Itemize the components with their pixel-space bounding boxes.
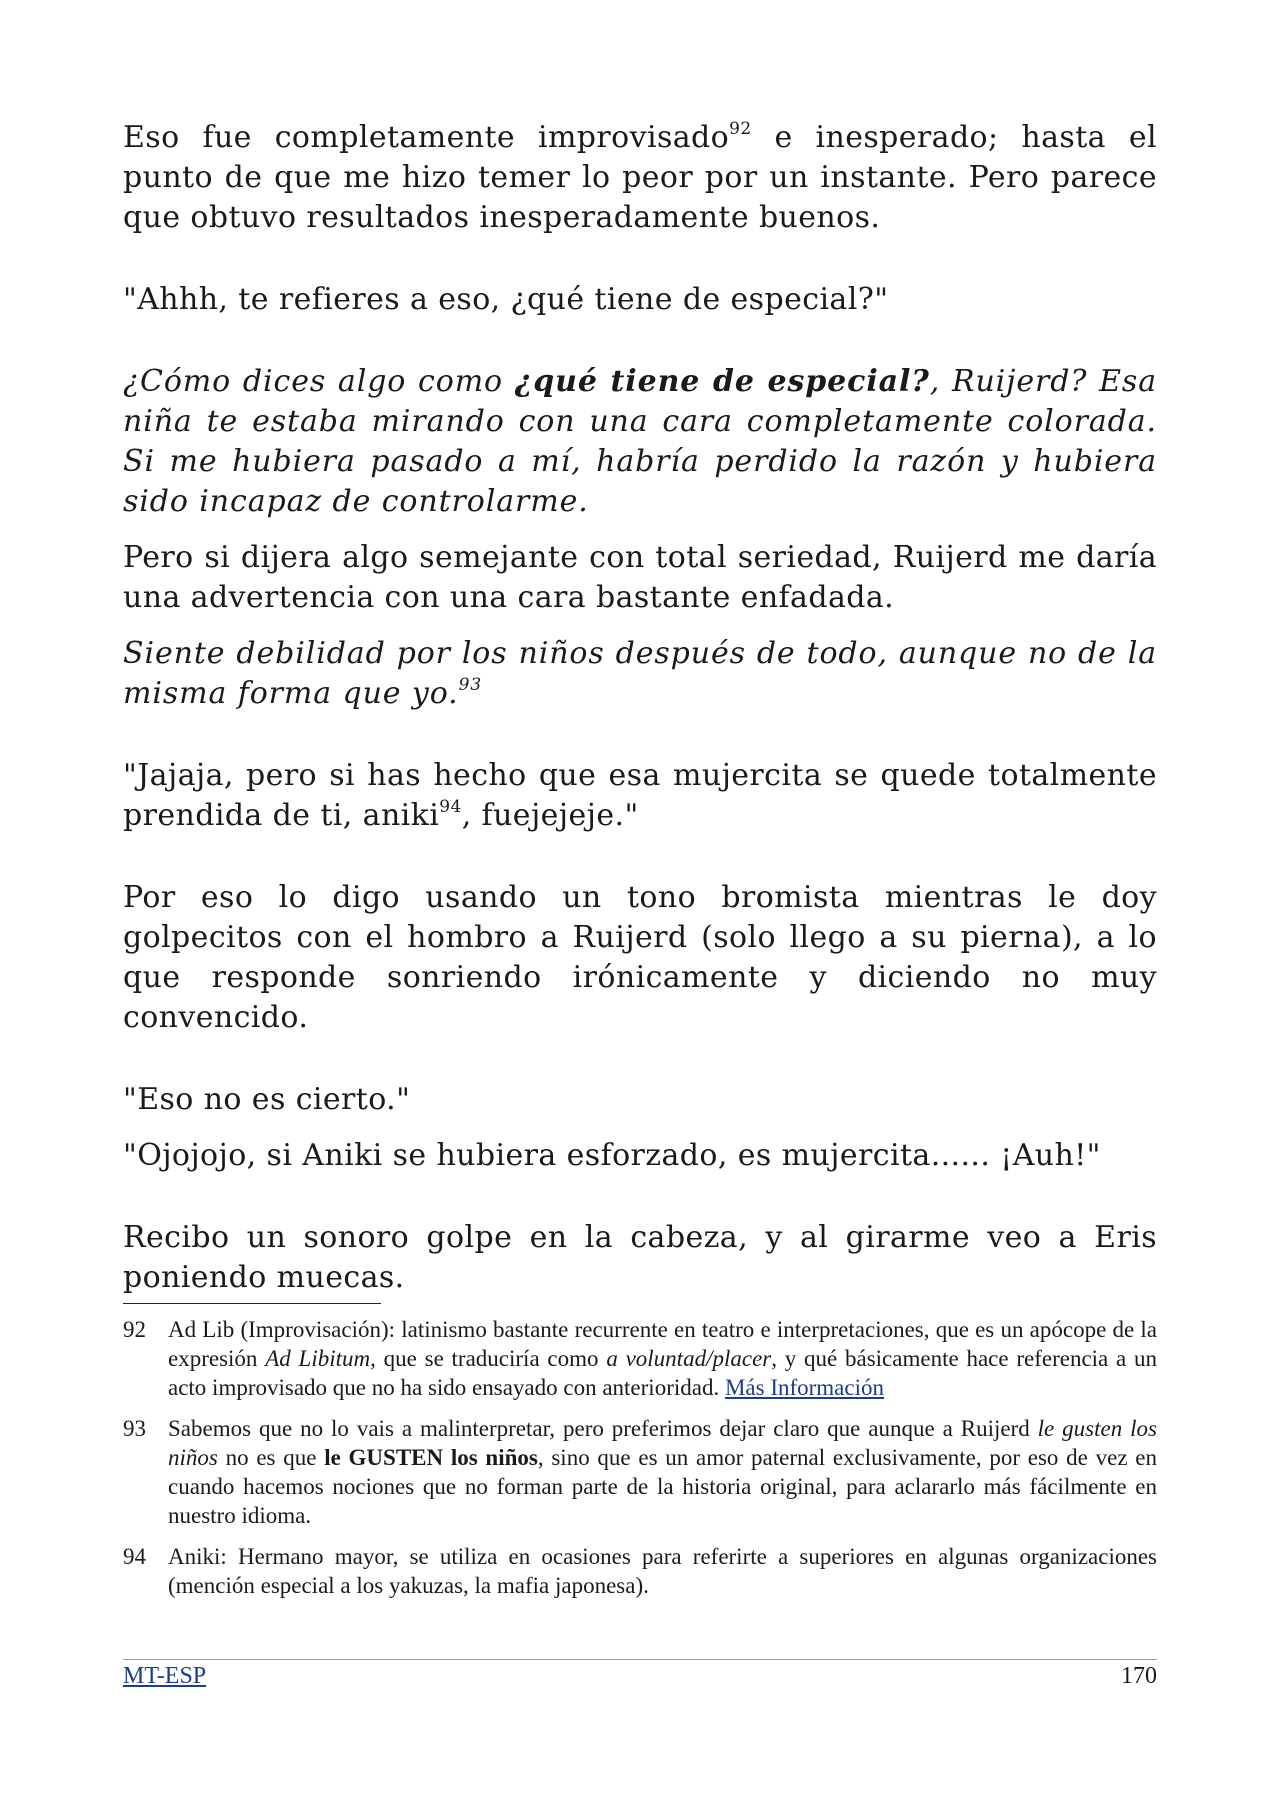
text-span: , fuejejeje."	[461, 798, 639, 833]
paragraph-6	[123, 756, 1157, 836]
text-span: Eso fue completamente improvisado	[123, 120, 730, 155]
text-span: "Jajaja, pero si has hecho que esa mujercita se quede totalmente prendida de ti, aniki	[123, 758, 1157, 833]
paragraph-5	[123, 634, 1157, 714]
text-span: , y qué básicamente hace referencia a un acto improvisado que no ha sido ensayado con anterioridad.	[168, 1346, 1158, 1400]
main-text	[123, 118, 1157, 1298]
brand-link[interactable]: MT-ESP	[123, 1663, 207, 1689]
paragraph-2: "Ahhh, te refieres a eso, ¿qué tiene de especial?"	[123, 282, 889, 317]
text-span: , sino que es un amor paternal exclusivamente, por eso de vez en cuando hacemos nociones que no forman parte de la historia original, para aclararlo más fácilmente en nuestro idioma.	[168, 1445, 1157, 1528]
more-info-link[interactable]: Más Información	[724, 1375, 884, 1400]
footnote-number: 93	[123, 1416, 146, 1441]
italic-phrase: le gusten los niños	[168, 1416, 1157, 1470]
paragraph-8: "Eso no es cierto."	[123, 1082, 411, 1117]
text-span: no es que	[217, 1445, 325, 1470]
italic-phrase: Ad Libitum	[265, 1346, 371, 1371]
paragraph-7: Por eso lo digo usando un tono bromista mientras le doy golpecitos con el hombro a Ruijerd (solo llego a su pierna), a lo que responde sonriendo irónicamente y diciendo no muy convencido.	[123, 880, 1157, 1035]
footnote-number: 94	[123, 1544, 146, 1569]
footnote-94	[123, 1542, 1157, 1600]
footnote-number: 92	[123, 1317, 146, 1342]
paragraph-4: Pero si dijera algo semejante con total seriedad, Ruijerd me daría una advertencia con una cara bastante enfadada.	[123, 540, 1157, 615]
text-span: ¿Cómo dices algo como	[123, 364, 515, 399]
footnote-93	[123, 1414, 1157, 1530]
text-span: Ad Lib (Improvisación): latinismo bastante recurrente en teatro e interpretaciones, que es un apócope de la expresión	[168, 1317, 1157, 1371]
page-number: 170	[1121, 1663, 1157, 1689]
bold-phrase: le GUSTEN los niños	[324, 1445, 538, 1470]
bold-phrase: ¿qué tiene de especial?	[514, 364, 930, 399]
text-span: , que se traduciría como	[370, 1346, 607, 1371]
italic-phrase: a voluntad/placer	[606, 1346, 772, 1371]
footnote-text	[168, 1414, 1157, 1530]
footer-separator	[123, 1659, 1157, 1660]
footnote-ref-92[interactable]: 92	[729, 119, 752, 139]
page-footer	[123, 1661, 1157, 1691]
footnotes	[123, 1315, 1157, 1612]
footnote-text: Aniki: Hermano mayor, se utiliza en ocasiones para referirte a superiores en algunas organizaciones (mención especial a los yakuzas, la mafia japonesa).	[168, 1544, 1157, 1598]
text-span: Siente debilidad por los niños después de todo, aunque no de la misma forma que yo.	[123, 636, 1157, 711]
paragraph-1	[123, 118, 1157, 238]
text-span: e inesperado; hasta el punto de que me hizo temer lo peor por un instante. Pero parece que obtuvo resultados inesperadamente buenos.	[123, 120, 1158, 235]
footnote-text	[168, 1315, 1157, 1402]
footnote-92	[123, 1315, 1157, 1402]
paragraph-10: Recibo un sonoro golpe en la cabeza, y al girarme veo a Eris poniendo muecas.	[123, 1220, 1157, 1295]
footnote-ref-94[interactable]: 94	[439, 797, 462, 817]
paragraph-3	[123, 362, 1157, 522]
footnote-ref-93[interactable]: 93	[458, 675, 483, 695]
text-span: Sabemos que no lo vais a malinterpretar, pero preferimos dejar claro que aunque a Ruijerd	[168, 1416, 1038, 1441]
paragraph-9: "Ojojojo, si Aniki se hubiera esforzado, es mujercita...... ¡Auh!"	[123, 1138, 1101, 1173]
text-span: , Ruijerd? Esa niña te estaba mirando con una cara completamente colorada. Si me hubiera pasado a mí, habría perdido la razón y hubiera sido incapaz de controlarme.	[123, 364, 1157, 519]
footnote-separator	[123, 1303, 381, 1304]
